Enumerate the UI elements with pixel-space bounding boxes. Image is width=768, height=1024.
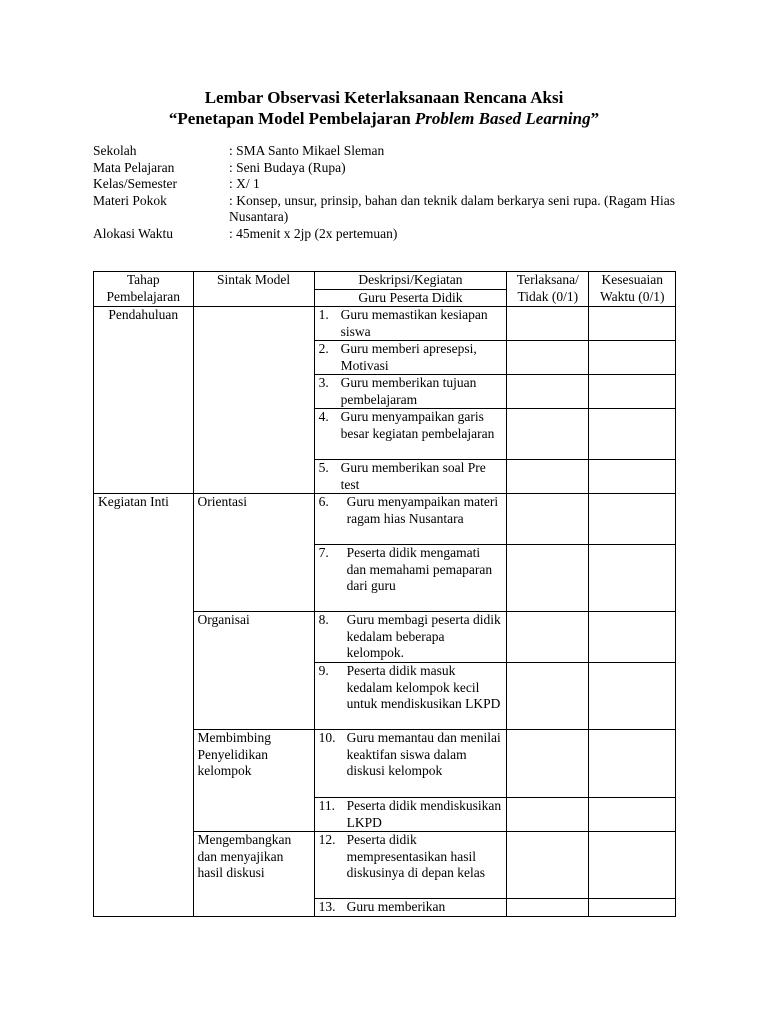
activity-text: Guru memberikan tujuan pembelajaram [340, 375, 477, 407]
activity-number: 5. [318, 460, 329, 475]
activity-text: Guru memberikan [346, 899, 446, 914]
header-stage: Tahap Pembelajaran [94, 272, 194, 307]
done-cell[interactable] [507, 494, 589, 545]
stage-cell: Kegiatan Inti [94, 494, 194, 917]
time-cell[interactable] [589, 494, 676, 545]
time-cell[interactable] [589, 545, 676, 612]
activity-cell [314, 663, 507, 730]
activity-number: 3. [318, 375, 329, 390]
activity-cell [314, 307, 507, 341]
activity-number: 2. [318, 341, 329, 356]
time-cell[interactable] [589, 832, 676, 899]
activity-number: 11. [318, 798, 336, 813]
info-label: Mata Pelajaran [93, 159, 175, 175]
done-cell[interactable] [507, 545, 589, 612]
activity-cell [314, 460, 507, 494]
time-cell[interactable] [589, 730, 676, 798]
activity-text: Guru menyampaikan materi ragam hias Nusantara [346, 494, 499, 526]
activity-number: 10. [318, 730, 336, 745]
done-cell[interactable] [507, 375, 589, 409]
activity-text: Peserta didik mengamati dan memahami pemaparan dari guru [346, 545, 493, 593]
info-value: : Konsep, unsur, prinsip, bahan dan teknik dalam berkarya seni rupa. (Ragam Hias Nusantara) [229, 192, 675, 224]
info-row-materi [93, 193, 675, 226]
info-row-mapel [93, 160, 675, 177]
header-description-sub: Guru Peserta Didik [314, 289, 507, 307]
done-cell[interactable] [507, 612, 589, 663]
header-done: Terlaksana/ Tidak (0/1) [507, 272, 589, 307]
time-cell[interactable] [589, 612, 676, 663]
syntax-cell: Mengembangkan dan menyajikan hasil diskusi [193, 832, 314, 917]
done-cell[interactable] [507, 341, 589, 375]
info-label: Materi Pokok [93, 192, 167, 208]
activity-cell [314, 341, 507, 375]
document-title: Lembar Observasi Keterlaksanaan Rencana Aksi [204, 88, 564, 107]
activity-number: 1. [318, 307, 329, 322]
activity-cell [314, 730, 507, 798]
table-row [94, 494, 676, 545]
document-subtitle [0, 108, 768, 129]
subtitle-suffix: ” [590, 109, 600, 128]
header-description: Deskripsi/Kegiatan [314, 272, 507, 290]
activity-cell [314, 798, 507, 832]
activity-cell [314, 409, 507, 460]
table-header-row [94, 272, 676, 290]
syntax-cell: Membimbing Penyelidikan kelompok [193, 730, 314, 832]
activity-text: Guru memastikan kesiapan siswa [340, 307, 488, 339]
activity-text: Peserta didik mempresentasikan hasil diskusinya di depan kelas [346, 832, 486, 880]
done-cell[interactable] [507, 460, 589, 494]
table-row [94, 307, 676, 341]
subtitle-prefix: “Penetapan Model Pembelajaran [168, 109, 415, 128]
done-cell[interactable] [507, 798, 589, 832]
activity-cell [314, 899, 507, 917]
time-cell[interactable] [589, 307, 676, 341]
activity-number: 8. [318, 612, 329, 627]
activity-text: Guru menyampaikan garis besar kegiatan pembelajaran [340, 409, 495, 441]
activity-number: 13. [318, 899, 336, 914]
activity-number: 9. [318, 663, 329, 678]
info-value: : Seni Budaya (Rupa) [229, 159, 346, 175]
activity-number: 4. [318, 409, 329, 424]
activity-text: Guru memberikan soal Pre test [340, 460, 486, 492]
info-label: Kelas/Semester [93, 176, 177, 191]
activity-text: Guru memantau dan menilai keaktifan siswa dalam diskusi kelompok [346, 730, 501, 778]
time-cell[interactable] [589, 899, 676, 917]
syntax-cell [193, 307, 314, 494]
done-cell[interactable] [507, 663, 589, 730]
header-time: Kesesuaian Waktu (0/1) [589, 272, 676, 307]
done-cell[interactable] [507, 307, 589, 341]
info-block [93, 143, 675, 242]
activity-number: 6. [318, 494, 329, 509]
time-cell[interactable] [589, 798, 676, 832]
subtitle-italic: Problem Based Learning [414, 109, 591, 128]
info-row-sekolah [93, 143, 675, 160]
time-cell[interactable] [589, 409, 676, 460]
info-row-alokasi [93, 226, 675, 243]
observation-table [93, 271, 676, 917]
info-label: Alokasi Waktu [93, 225, 174, 241]
done-cell[interactable] [507, 409, 589, 460]
activity-cell [314, 832, 507, 899]
syntax-cell: Orientasi [193, 494, 314, 612]
activity-text: Peserta didik masuk kedalam kelompok kecil untuk mendiskusikan LKPD [346, 663, 501, 711]
info-label: Sekolah [93, 143, 137, 158]
done-cell[interactable] [507, 730, 589, 798]
time-cell[interactable] [589, 460, 676, 494]
activity-number: 12. [318, 832, 336, 847]
activity-number: 7. [318, 545, 329, 560]
done-cell[interactable] [507, 832, 589, 899]
time-cell[interactable] [589, 341, 676, 375]
activity-text: Peserta didik mendiskusikan LKPD [346, 798, 502, 830]
header-syntax: Sintak Model [193, 272, 314, 307]
info-value: : X/ 1 [229, 176, 260, 191]
activity-cell [314, 494, 507, 545]
time-cell[interactable] [589, 663, 676, 730]
info-value: : 45menit x 2jp (2x pertemuan) [229, 225, 398, 241]
activity-text: Guru membagi peserta didik kedalam beberapa kelompok. [346, 612, 501, 660]
stage-cell: Pendahuluan [94, 307, 194, 494]
done-cell[interactable] [507, 899, 589, 917]
activity-cell [314, 375, 507, 409]
info-value: : SMA Santo Mikael Sleman [229, 143, 385, 158]
activity-cell [314, 545, 507, 612]
activity-text: Guru memberi apresepsi, Motivasi [340, 341, 477, 373]
syntax-cell: Organisai [193, 612, 314, 730]
info-row-kelas [93, 176, 675, 193]
time-cell[interactable] [589, 375, 676, 409]
activity-cell [314, 612, 507, 663]
